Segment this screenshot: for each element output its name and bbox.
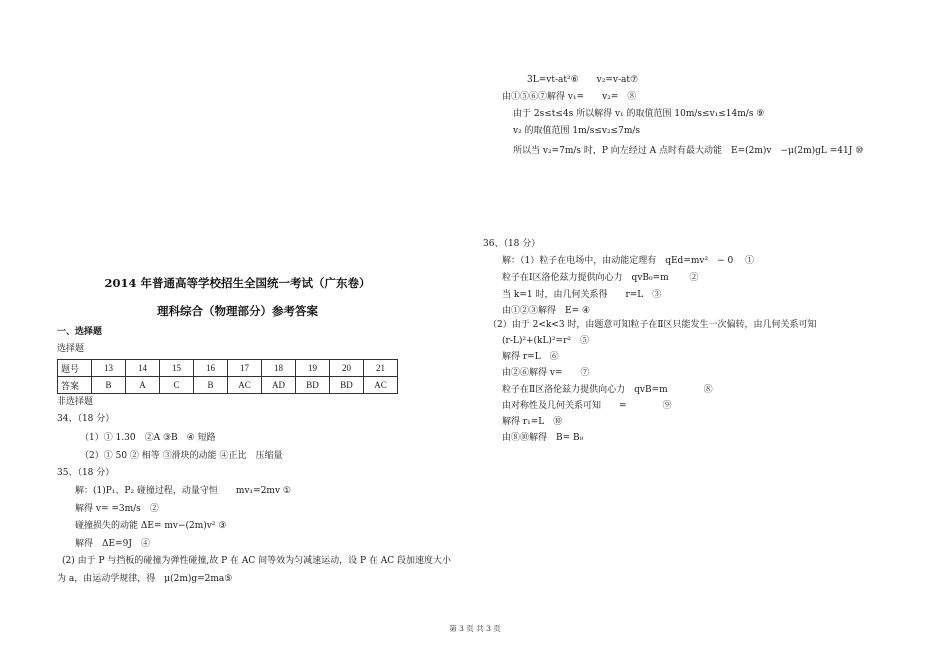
answer-cell: C [160, 377, 194, 394]
q36-line-10: 由对称性及几何关系可知 = ⑨ [502, 401, 672, 411]
q35-line-e: (2) 由于 P 与挡板的碰撞为弹性碰撞,故 P 在 AC 间等效为匀减速运动，设 P 在 AC 段加速度大小 [62, 556, 452, 566]
q36-line-8: 由②⑥解得 v= ⑦ [502, 368, 590, 378]
table-row [58, 360, 398, 377]
document-title: 2014 年普通高等学校招生全国统一考试（广东卷） [104, 276, 371, 290]
q35-line-b: 解得 v= =3m/s ② [75, 504, 159, 514]
question-number: 18 [262, 360, 296, 377]
q34-part1: （1）① 1.30 ②A ③B ④ 短路 [80, 433, 216, 443]
q36-line-3: 当 k=1 时，由几何关系得 r=L ③ [502, 290, 662, 300]
rt-line-4: v₂ 的取值范围 1m/s≤v₂≤7m/s [513, 126, 641, 136]
rt-line-5: 所以当 v₂=7m/s 时，P 向左经过 A 点时有最大动能 E=(2m)v −μ(2m)gL =41J ⑩ [513, 146, 864, 156]
table-row [58, 377, 398, 394]
q36-line-2: 粒子在Ⅰ区洛伦兹力提供向心力 qvB₀=m ② [502, 273, 699, 283]
answer-cell: BD [330, 377, 364, 394]
answer-cell: A [126, 377, 160, 394]
answer-cell: AC [228, 377, 262, 394]
q36-line-4: 由①②③解得 E= ④ [502, 306, 591, 316]
mc-label: 选择题 [57, 344, 85, 354]
answer-cell: B [194, 377, 228, 394]
q36-line-12: 由⑧⑩解得 B= B₀ [502, 433, 584, 443]
q36-line-9: 粒子在Ⅱ区洛伦兹力提供向心力 qvB=m ⑧ [502, 385, 713, 395]
question-number: 16 [194, 360, 228, 377]
q36-line-1: 解：（1）粒子在电场中，由动能定理有 qEd=mv² − 0 ① [502, 256, 755, 266]
question-number: 13 [92, 360, 126, 377]
q34-part2: （2）① 50 ② 相等 ③滑块的动能 ④正比 压缩量 [80, 451, 283, 461]
question-number: 14 [126, 360, 160, 377]
document-subtitle: 理科综合（物理部分）参考答案 [157, 304, 318, 318]
q34-heading: 34、（18 分） [57, 414, 115, 424]
q35-line-f: 为 a，由运动学规律，得 μ(2m)g=2ma⑤ [57, 574, 233, 584]
question-number: 15 [160, 360, 194, 377]
question-number: 20 [330, 360, 364, 377]
page-footer: 第 3 页 共 3 页 [449, 624, 501, 633]
answer-table [57, 359, 398, 394]
q36-line-5: （2）由于 2<k<3 时，由题意可知粒子在Ⅱ区只能发生一次偏转，由几何关系可知 [488, 320, 817, 330]
q35-line-a: 解：(1)P₁、P₂ 碰撞过程，动量守恒 mv₁=2mv ① [75, 486, 291, 496]
rt-line-1: 3L=vt-at²⑥ v₂=v-at⑦ [527, 75, 639, 85]
question-number: 17 [228, 360, 262, 377]
question-number: 21 [364, 360, 398, 377]
q36-line-11: 解得 r₁=L ⑩ [502, 417, 563, 427]
q36-line-7: 解得 r=L ⑥ [502, 352, 559, 362]
q35-line-c: 碰撞损失的动能 ΔE= mv−(2m)v² ③ [75, 521, 227, 531]
answer-cell: AC [364, 377, 398, 394]
q36-heading: 36、（18 分） [483, 239, 541, 249]
non-mc-label: 非选择题 [57, 397, 94, 407]
table-answer-label: 答案 [58, 377, 92, 394]
rt-line-2: 由①⑤⑥⑦解得 v₁= v₂= ⑧ [502, 92, 637, 102]
rt-line-3: 由于 2s≤t≤4s 所以解得 v₁ 的取值范围 10m/s≤v₁≤14m/s ⑨ [513, 109, 765, 119]
q35-line-d: 解得 ΔE=9J ④ [75, 539, 150, 549]
q36-line-6: (r-L)²+(kL)²=r² ⑤ [502, 336, 590, 346]
question-number: 19 [296, 360, 330, 377]
answer-cell: B [92, 377, 126, 394]
q35-heading: 35、（18 分） [57, 468, 115, 478]
answer-cell: AD [262, 377, 296, 394]
answer-cell: BD [296, 377, 330, 394]
section-heading: 一、选择题 [57, 327, 103, 337]
table-header-label: 题号 [58, 360, 92, 377]
